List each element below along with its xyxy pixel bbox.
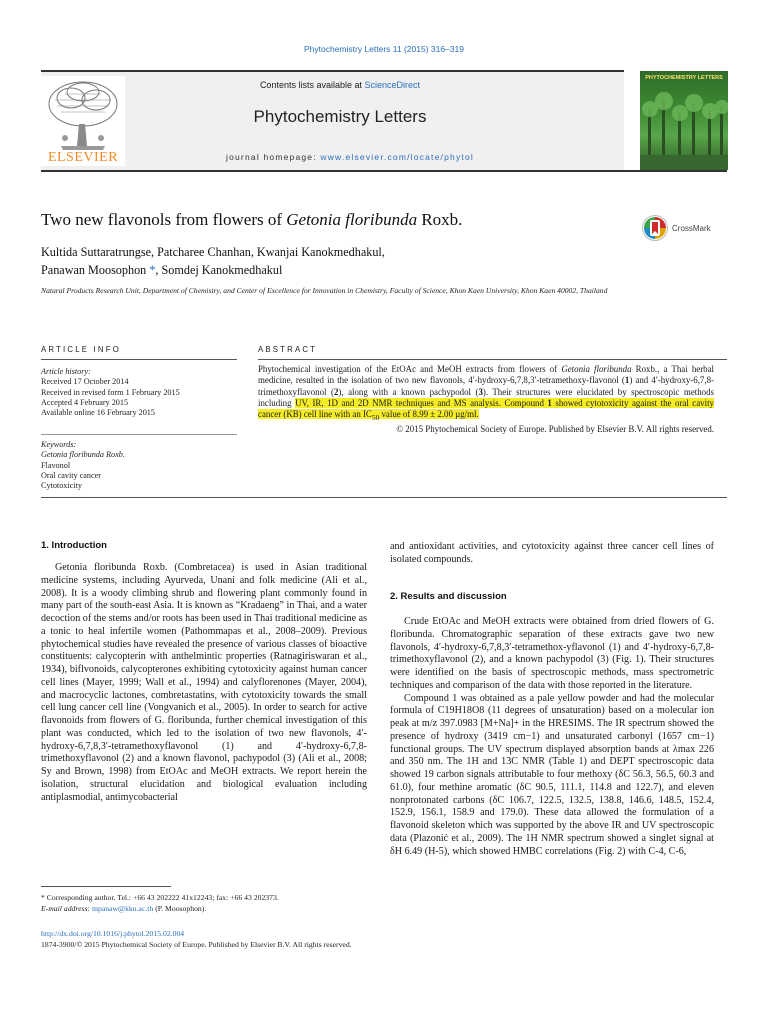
corresponding-author-footnote: * Corresponding author. Tel.: +66 43 202222 41x12243; fax: +66 43 202373. E-mail address: mpanaw@kku.ac.th (P. Moosophon). — [41, 893, 279, 913]
results-text: Crude EtOAc and MeOH extracts were obtained from dried flowers of G. floribunda. Chromatographic separation of these extracts gave two new flavonols, 4′-hydroxy-6,7,8,3′-tetramethox-yflavonol (1) and 4′-hydroxy-6,7,8-trimethoxyflavonol (2), and a known pachypodol (3) (Fig. 1). Their structures were identified on the basis of spectroscopic methods, mass spectrometric techniques and comparison of the data with those reported in the literature. Compound 1 was obtained as a pale yellow powder and had the molecular formula of C19H18O8 (11 degrees of unsaturation) based on a molecular ion peak at m/z 397.0983 [M+Na]+ in the HRESIMS. The IR spectrum showed the presence of hydroxy (3419 cm−1) and unsaturated carbonyl (1657 cm−1) functional groups. The UV spectrum displayed absorption bands at λmax 226 and 350 nm. The 1H and 13C NMR (Table 1) and DEPT spectroscopic data showed 19 carbon signals attributable to four methoxy (δC 56.3, 56.5, 60.3 and 61.0), four methine aromatic (δC 90.5, 111.1, 114.8 and 122.7), and eleven nonprotonated carbons (δC 106.7, 122.5, 132.5, 138.8, 146.6, 148.5, 152.4, 152.9, 156.1, 158.9 and 179.0). These data allowed the formulation of a flavonoid skeleton which was supported by the above IR and UV spectroscopic data (Plazonić et al., 2009). The 1H NMR spectrum showed a singlet signal at δH 6.49 (H-5), which showed HMBC correlations (Fig. 2) with C-4, C-6, — [390, 616, 714, 857]
crossmark-label[interactable]: CrossMark — [672, 224, 711, 233]
history-revised: Received in revised form 1 February 2015 — [41, 387, 180, 397]
abstract-heading: ABSTRACT — [258, 345, 318, 354]
homepage-link[interactable]: www.elsevier.com/locate/phytol — [320, 152, 474, 162]
author-list — [41, 243, 641, 279]
sciencedirect-link[interactable]: ScienceDirect — [364, 80, 421, 90]
keyword-item: Getonia floribunda Roxb. — [41, 450, 125, 460]
journal-homepage: journal homepage: www.elsevier.com/locate/phytol — [225, 152, 474, 162]
info-divider — [41, 434, 237, 435]
keyword-item: Cytotoxicity — [41, 481, 82, 491]
cover-trees-icon — [640, 89, 728, 170]
abstract-copyright: © 2015 Phytochemical Society of Europe. Published by Elsevier B.V. All rights reserved. — [396, 424, 714, 435]
article-info-heading: ARTICLE INFO — [41, 345, 121, 354]
introduction-continued: and antioxidant activities, and cytotoxicity against three cancer cell lines of isolated compounds. — [390, 541, 714, 565]
results-heading: 2. Results and discussion — [390, 591, 507, 602]
author-email-link[interactable]: mpanaw@kku.ac.th — [91, 904, 154, 913]
introduction-text: Getonia floribunda Roxb. (Combretacea) is used in Asian traditional medicine systems, including Ayurveda, Unani and folk medicine (Ali et al., 2008). It is a woody climbing shrub and flowering plant commonly found in many part of the south-east Asia. It is known as “Kradaeng” in Thai, and a water decoction of the stems and/or roots has been used in Thai traditional medicine as a tonic to heal infertile women (Pathommapas et al., 2008–2009). Previous phytochemical studies have revealed the presence of various classes of bioactive constituents: calycopterin with anthelmintic properties (Ratnagiriswaran et al., 1934), biflvonoids, calycopterones exhibiting cytotoxicity against human cancer cell lines (Mayer, 1999; Wall et al., 1994) and calyflorenones (Mayer, 2004), and macrocyclic lactones, combretastatins, with cytotoxicity towards the small cell lung cancer cell line (Vongvanich et al., 2005). In order to search for active flavonoids from flowers of G. floribunda, further chemical investigation of this plant was conducted, which led to the isolation of two new flavonols, 4′-hydroxy-6,7,8,3′-tetramethoxyflavonol (1) and 4′-hydroxy-6,7,8-trimethoxyflavonol (2) and a known flavonol, pachypodol (3) (Ali et al., 2008; Sy and Brown, 1998) from EtOAc and MeOH extracts. We report herein the isolation, structural elucidation and biological evaluation including antiplasmodial, antimycobacterial — [41, 562, 367, 803]
authors-line-2: Panawan Moosophon *, Somdej Kanokmedhakul — [41, 263, 283, 277]
journal-cover-image — [640, 71, 728, 170]
article-title: Two new flavonols from flowers of Getonia floribunda Roxb. — [41, 210, 463, 229]
article-info-rule — [41, 359, 237, 360]
elsevier-wordmark: ELSEVIER — [47, 150, 119, 165]
cover-title: PHYTOCHEMISTRY LETTERS — [645, 75, 723, 81]
issn-copyright: 1874-3900/© 2015 Phytochemical Society of Europe. Published by Elsevier B.V. All rights reserved. — [41, 940, 352, 949]
affiliation: Natural Products Research Unit, Department of Chemistry, and Center of Excellence for Innovation in Chemistry, Faculty of Science, Khon Kaen University, Khon Kaen 40002, Thailand — [41, 286, 608, 295]
keyword-item: Oral cavity cancer — [41, 470, 102, 480]
article-history: Article history: Received 17 October 2014 Received in revised form 1 February 2015 Accepted 4 February 2015 Available online 16 February 2015 — [41, 367, 211, 418]
abstract-rule — [258, 359, 727, 360]
corresponding-author-marker[interactable]: * — [146, 263, 156, 277]
journal-citation[interactable]: Phytochemistry Letters 11 (2015) 316–319 — [303, 44, 465, 54]
history-received: Received 17 October 2014 — [41, 377, 129, 387]
keyword-item: Flavonol — [41, 460, 71, 470]
journal-name: Phytochemistry Letters — [253, 107, 427, 126]
abstract-bottom-rule — [41, 497, 727, 498]
doi-link[interactable]: http://dx.doi.org/10.1016/j.phytol.2015.02.004 — [41, 929, 185, 938]
highlighted-text: UV, IR, 1D and 2D NMR techniques and MS analysis. Compound 1 showed cytotoxicity against the oral cavity cancer (KB) cell line with an $IC_{50}$ value of 8.99 ± 2.00 µg/ml. — [258, 397, 714, 422]
article-meta-footer — [41, 928, 541, 950]
history-online: Available online 16 February 2015 — [41, 408, 155, 418]
introduction-heading: 1. Introduction — [41, 540, 107, 551]
abstract-text: Phytochemical investigation of the EtOAc and MeOH extracts from flowers of Getonia floribunda Roxb., a Thai herbal medicine, resulted in the isolation of two new flavonols, 4′-hydroxy-6,7,8,3′-tetramethoxy-flavonol (1) and 4′-hydroxy-6,7,8-trimethoxyflavonol (2), along with a known pachypodol (3). Their structures were elucidated by spectroscopic methods including UV, IR, 1D and 2D NMR techniques and MS analysis. Compound 1 showed cytotoxicity against the oral cavity cancer (KB) cell line with an $IC_{50}$ value of 8.99 ± 2.00 µg/ml. © 2015 Phytochemical Society of Europe. Published by Elsevier B.V. All rights reserved. — [258, 364, 714, 435]
header-divider — [41, 170, 727, 172]
footnote-rule — [41, 886, 171, 887]
contents-line: Contents lists available at ScienceDirect — [259, 80, 421, 90]
history-accepted: Accepted 4 February 2015 — [41, 397, 129, 407]
authors-line-1: Kultida Suttaratrungse, Patcharee Chanhan, Kwanjai Kanokmedhakul, — [41, 245, 385, 259]
keywords: Keywords: Getonia floribunda Roxb. Flavonol Oral cavity cancer Cytotoxicity — [41, 440, 211, 491]
